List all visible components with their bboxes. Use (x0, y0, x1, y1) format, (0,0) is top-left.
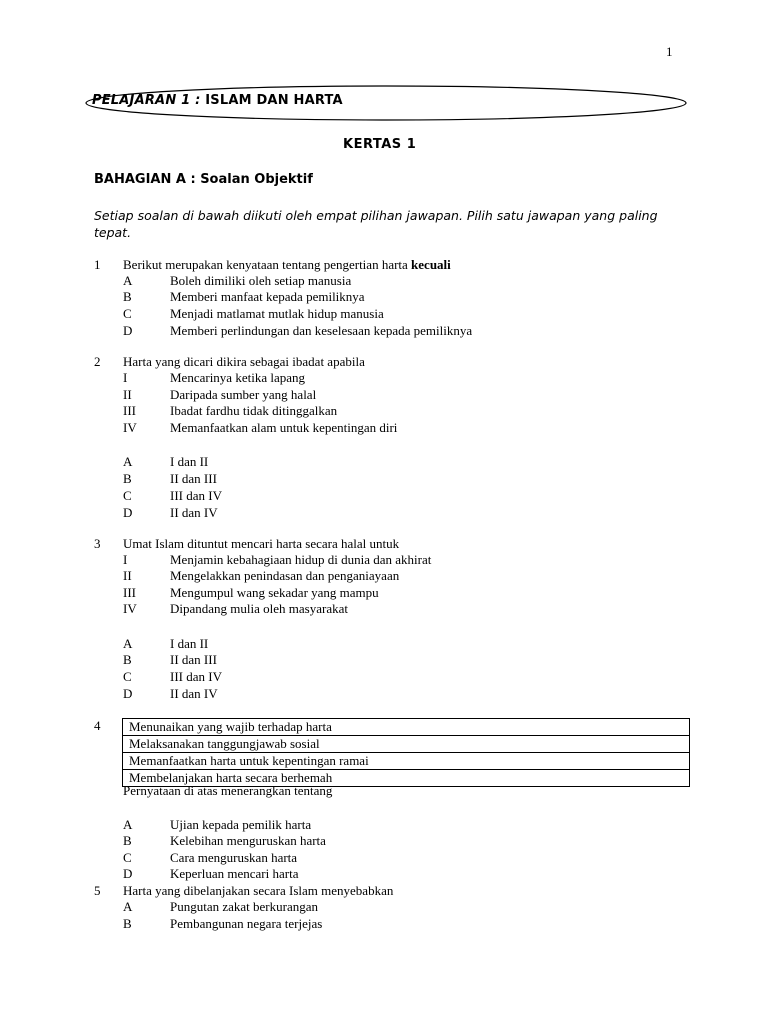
option-row (0, 322, 768, 339)
instructions: Setiap soalan di bawah diikuti oleh empat pilihan jawapan. Pilih satu jawapan yang paling tepat. (94, 208, 658, 240)
option-text: II dan III (170, 471, 217, 486)
option-text: Memberi manfaat kepada pemiliknya (170, 289, 365, 304)
option-letter: A (123, 636, 133, 651)
option-text: III dan IV (170, 669, 222, 684)
option-text: II dan IV (170, 686, 218, 701)
lesson-title-rest: ISLAM DAN HARTA (205, 93, 343, 108)
option-row (0, 898, 768, 915)
option-text: Menjadi matlamat mutlak hidup manusia (170, 306, 384, 321)
statement-text: Mencarinya ketika lapang (170, 370, 305, 385)
option-letter: C (123, 669, 132, 684)
statement-box (122, 718, 690, 787)
statement-numeral: IV (123, 601, 137, 616)
question-stem: Harta yang dibelanjakan secara Islam menyebabkan (123, 883, 394, 898)
question-stem-emphasis: kecuali (411, 257, 451, 272)
statement-numeral: II (123, 387, 132, 402)
question-3-stem-row (0, 535, 768, 552)
option-letter: C (123, 488, 132, 503)
option-text: Pembangunan negara terjejas (170, 916, 323, 931)
question-number: 1 (94, 257, 101, 272)
statement-text: Dipandang mulia oleh masyarakat (170, 601, 348, 616)
statement-numeral: I (123, 370, 128, 385)
statement-numeral: IV (123, 420, 137, 435)
statement-numeral: II (123, 568, 132, 583)
question-2-stem-row (0, 353, 768, 370)
option-row (0, 305, 768, 322)
page-number: 1 (666, 44, 673, 59)
option-row (0, 288, 768, 305)
option-letter: C (123, 850, 132, 865)
lesson-title-banner (84, 84, 688, 122)
question-number: 5 (94, 883, 101, 898)
option-letter: A (123, 454, 133, 469)
option-row (0, 685, 768, 702)
option-text: I dan II (170, 454, 209, 469)
option-letter: B (123, 471, 132, 486)
statement-numeral: I (123, 552, 128, 567)
question-stem: Umat Islam dituntut mencari harta secara halal untuk (123, 536, 400, 551)
statement-numeral: III (123, 403, 136, 418)
option-row (0, 915, 768, 932)
option-text: Keperluan mencari harta (170, 866, 299, 881)
option-row (0, 635, 768, 652)
statement-text: Menjamin kebahagiaan hidup di dunia dan akhirat (170, 552, 432, 567)
option-row (0, 849, 768, 866)
statement-row (0, 386, 768, 403)
statement-row (0, 551, 768, 568)
option-text: Pungutan zakat berkurangan (170, 899, 319, 914)
option-row (0, 470, 768, 487)
option-row (0, 651, 768, 668)
question-4-stem-row (0, 782, 768, 799)
option-letter: D (123, 323, 133, 338)
option-row (0, 865, 768, 882)
option-letter: A (123, 273, 133, 288)
statement-text: Mengelakkan penindasan dan penganiayaan (170, 568, 400, 583)
option-text: III dan IV (170, 488, 222, 503)
option-row (0, 272, 768, 289)
option-letter: A (123, 817, 133, 832)
question-stem: Harta yang dicari dikira sebagai ibadat apabila (123, 354, 365, 369)
statement-row (0, 600, 768, 617)
question-stem (123, 256, 451, 273)
statement-row (0, 567, 768, 584)
statement-text: Daripada sumber yang halal (170, 387, 317, 402)
statement-row (0, 419, 768, 436)
option-text: Boleh dimiliki oleh setiap manusia (170, 273, 352, 288)
option-letter: D (123, 505, 133, 520)
statement-text: Mengumpul wang sekadar yang mampu (170, 585, 379, 600)
box-line: Membelanjakan harta secara berhemah (129, 770, 333, 785)
option-row (0, 816, 768, 833)
box-line: Menunaikan yang wajib terhadap harta (123, 719, 689, 736)
option-row (0, 487, 768, 504)
question-5-stem-row (0, 882, 768, 899)
option-text: I dan II (170, 636, 209, 651)
question-number: 4 (94, 718, 101, 733)
question-number: 3 (94, 536, 101, 551)
statement-text: Ibadat fardhu tidak ditinggalkan (170, 403, 338, 418)
lesson-title-prefix: PELAJARAN 1 : (92, 93, 201, 108)
statement-row (0, 584, 768, 601)
option-letter: D (123, 866, 133, 881)
option-letter: B (123, 652, 132, 667)
option-text: Kelebihan menguruskan harta (170, 833, 326, 848)
option-row (0, 504, 768, 521)
option-letter: B (123, 289, 132, 304)
option-text: Memberi perlindungan dan keselesaan kepada pemiliknya (170, 323, 473, 338)
lesson-title (92, 93, 343, 109)
option-letter: C (123, 306, 132, 321)
option-text: II dan IV (170, 505, 218, 520)
statement-row (0, 402, 768, 419)
question-number: 2 (94, 354, 101, 369)
option-text: Ujian kepada pemilik harta (170, 817, 312, 832)
option-letter: B (123, 916, 132, 931)
option-row (0, 832, 768, 849)
option-letter: A (123, 899, 133, 914)
option-letter: D (123, 686, 133, 701)
statement-row (0, 369, 768, 386)
question-stem-text: Berikut merupakan kenyataan tentang pengertian harta (123, 257, 408, 272)
option-row (0, 668, 768, 685)
option-text: Cara menguruskan harta (170, 850, 298, 865)
option-letter: B (123, 833, 132, 848)
box-line: Memanfaatkan harta untuk kepentingan ramai (123, 753, 689, 770)
section-heading: BAHAGIAN A : Soalan Objektif (94, 172, 313, 187)
question-stem: Pernyataan di atas menerangkan tentang (123, 783, 333, 798)
option-row (0, 453, 768, 470)
paper-heading: KERTAS 1 (343, 137, 417, 152)
box-line: Melaksanakan tanggungjawab sosial (123, 736, 689, 753)
question-1-stem-row (0, 256, 768, 273)
option-text: II dan III (170, 652, 217, 667)
statement-text: Memanfaatkan alam untuk kepentingan diri (170, 420, 398, 435)
statement-numeral: III (123, 585, 136, 600)
